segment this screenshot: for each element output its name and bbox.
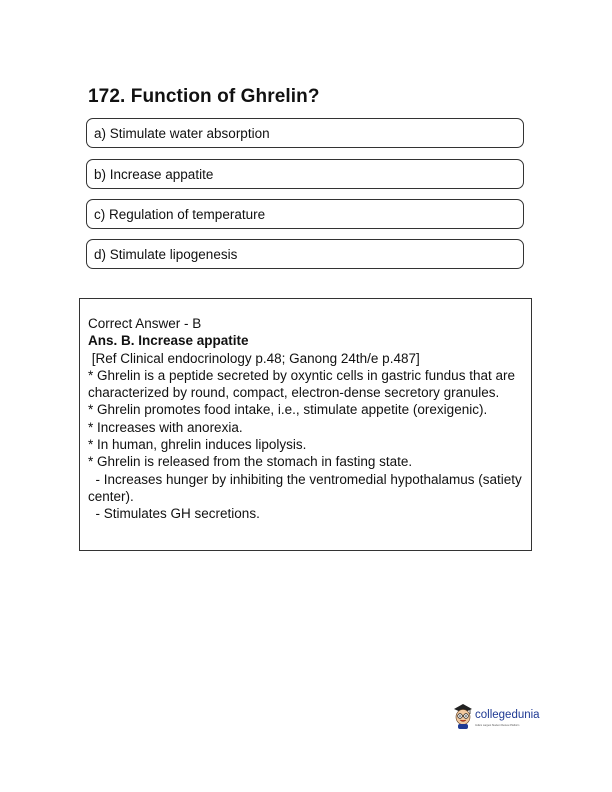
option-b[interactable]: b) Increase appatite (86, 159, 524, 189)
explanation-line: * In human, ghrelin induces lipolysis. (88, 437, 307, 453)
mascot-face-icon (453, 703, 473, 729)
answer-heading: Ans. B. Increase appatite (88, 333, 249, 349)
explanation-line: * Increases with anorexia. (88, 419, 243, 435)
question-title: 172. Function of Ghrelin? (88, 86, 320, 107)
logo-tagline: India's Largest Student Review Platform (475, 724, 520, 727)
explanation-line: * Ghrelin promotes food intake, i.e., stimulate appetite (orexigenic). (88, 402, 488, 418)
option-d[interactable]: d) Stimulate lipogenesis (86, 239, 524, 269)
option-a[interactable]: a) Stimulate water absorption (86, 118, 524, 148)
explanation-line: * Ghrelin is a peptide secreted by oxyntic cells in gastric fundus that are characterized by round, compact, electron-dense secretory granules. (88, 367, 515, 401)
answer-explanation-box (79, 298, 532, 551)
logo-wordmark: collegedunia (475, 709, 540, 721)
option-c[interactable]: c) Regulation of temperature (86, 199, 524, 229)
explanation-subline: - Stimulates GH secretions. (88, 506, 260, 522)
explanation-subline: - Increases hunger by inhibiting the ventromedial hypothalamus (satiety center). (88, 471, 526, 504)
explanation-line: * Ghrelin is released from the stomach in fasting state. (88, 454, 413, 470)
correct-answer-line: Correct Answer - B (88, 316, 202, 331)
reference-line: [Ref Clinical endocrinology p.48; Ganong 24th/e p.487] (88, 350, 420, 366)
collegedunia-logo (453, 703, 553, 733)
